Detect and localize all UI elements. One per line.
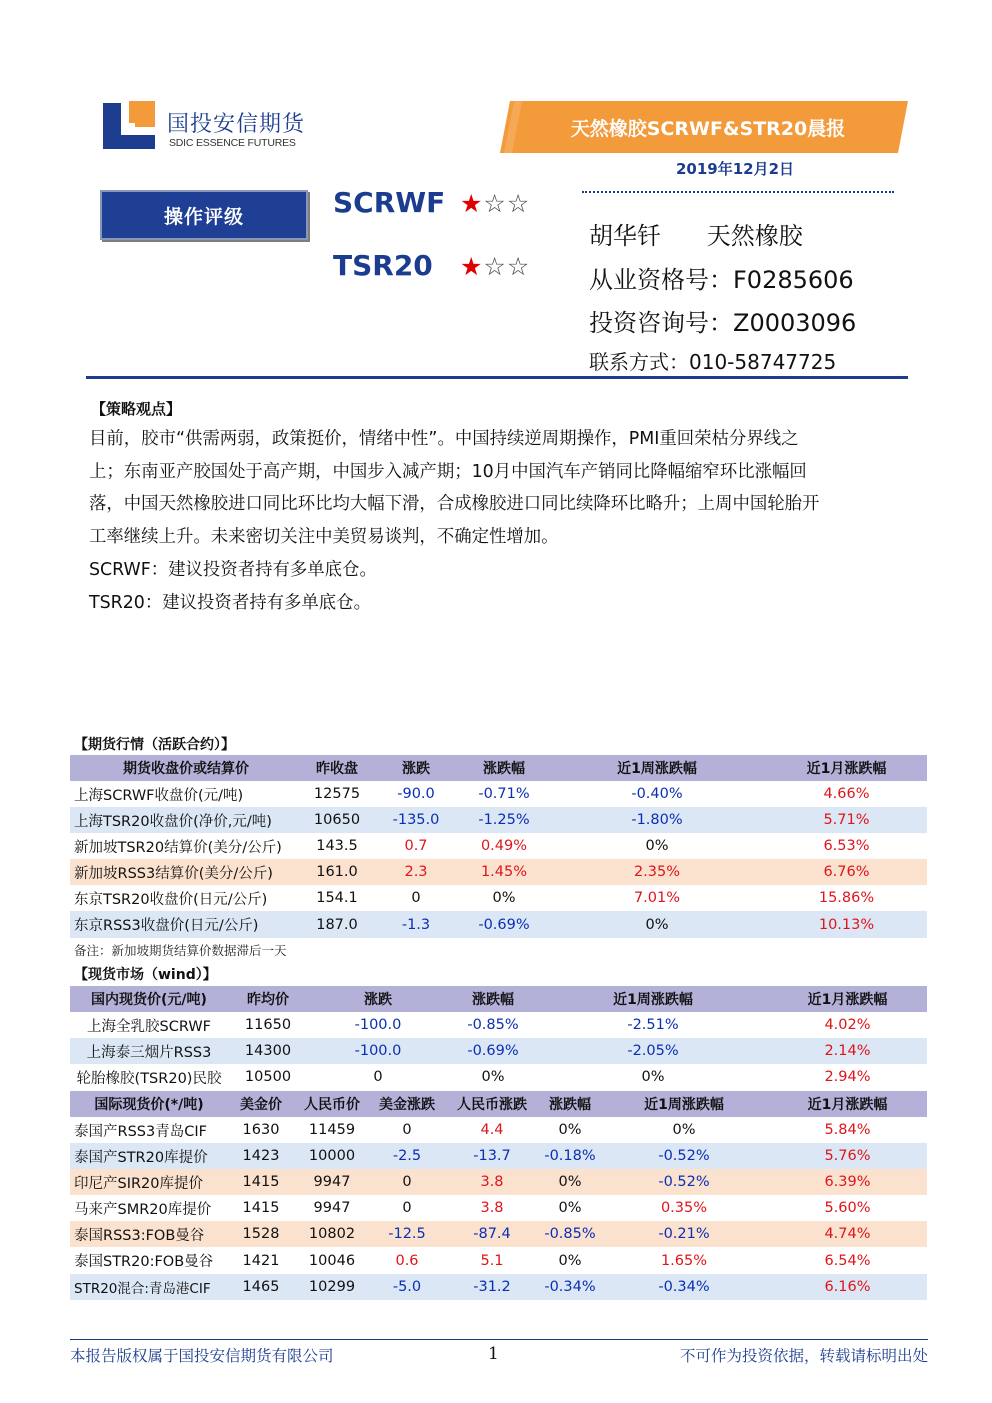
table-cell: -2.5 [370, 1143, 444, 1169]
table-cell: 新加坡RSS3结算价(美分/公斤) [70, 859, 302, 885]
table-row [70, 1221, 927, 1247]
table-cell: 5.71% [766, 807, 927, 833]
logo-en-text: SDIC ESSENCE FUTURES [169, 137, 296, 149]
table-cell: 1630 [228, 1117, 294, 1143]
table-header-cell: 昨收盘 [302, 755, 372, 781]
table-cell: 10.13% [766, 911, 927, 937]
table-row [70, 807, 927, 833]
table-cell: 12575 [302, 781, 372, 807]
table-cell: 5.84% [768, 1117, 927, 1143]
table-cell: 1.45% [460, 859, 548, 885]
futures-title: 【期货行情（活跃合约）】 [74, 737, 235, 753]
header-divider [86, 376, 908, 379]
table-header-row [70, 755, 927, 781]
intl-spot-table [70, 1091, 927, 1300]
table-header-cell: 人民币涨跌 [444, 1091, 540, 1117]
table-cell: 5.60% [768, 1195, 927, 1221]
rating-label-box: 操作评级 [100, 190, 308, 240]
table-cell: 6.53% [766, 833, 927, 859]
table-cell: -1.3 [372, 911, 460, 937]
table-cell: -0.85% [448, 1012, 538, 1038]
table-header-cell: 涨跌 [372, 755, 460, 781]
table-cell: -87.4 [444, 1221, 540, 1247]
table-cell: 2.94% [768, 1064, 927, 1090]
table-cell: -90.0 [372, 781, 460, 807]
table-cell: 泰国RSS3:FOB曼谷 [70, 1221, 228, 1247]
table-cell: 0.49% [460, 833, 548, 859]
rating-product-tsr20: TSR20 [333, 249, 433, 282]
table-header-cell: 近1月涨跌幅 [766, 755, 927, 781]
table-header-cell: 美金涨跌 [370, 1091, 444, 1117]
table-header-cell: 国际现货价(*/吨) [70, 1091, 228, 1117]
rating-product-scrwf: SCRWF [333, 186, 446, 219]
table-cell: 轮胎橡胶(TSR20)民胶 [70, 1064, 228, 1090]
table-cell: 1528 [228, 1221, 294, 1247]
table-cell: 11650 [228, 1012, 308, 1038]
table-cell: -0.21% [600, 1221, 768, 1247]
logo-mark-icon [103, 101, 158, 151]
table-cell: 10046 [294, 1247, 370, 1273]
report-title: 天然橡胶SCRWF&STR20晨报 [570, 117, 846, 140]
table-cell: -0.69% [460, 911, 548, 937]
table-cell: 0% [540, 1169, 600, 1195]
table-cell: 0% [548, 833, 766, 859]
table-cell: -0.40% [548, 781, 766, 807]
table-row [70, 885, 927, 911]
table-cell: 10650 [302, 807, 372, 833]
logo-cn-text: 国投安信期货 [167, 112, 306, 137]
table-cell: 9947 [294, 1195, 370, 1221]
table-cell: 0 [370, 1117, 444, 1143]
strategy-text [89, 423, 899, 619]
table-cell: 0% [460, 885, 548, 911]
table-cell: 6.39% [768, 1169, 927, 1195]
table-cell: -12.5 [370, 1221, 444, 1247]
table-cell: -5.0 [370, 1274, 444, 1300]
table-cell: 9947 [294, 1169, 370, 1195]
table-header-cell: 涨跌幅 [448, 986, 538, 1012]
star-filled-icon: ★ [460, 252, 484, 281]
table-cell: 0% [538, 1064, 768, 1090]
table-header-cell: 涨跌幅 [460, 755, 548, 781]
table-cell: 0% [548, 911, 766, 937]
table-cell: 0.35% [600, 1195, 768, 1221]
footer-disclaimer: 不可作为投资依据，转载请标明出处 [679, 1347, 928, 1365]
table-cell: 上海SCRWF收盘价(元/吨) [70, 781, 302, 807]
table-cell: -31.2 [444, 1274, 540, 1300]
table-cell: 马来产SMR20库提价 [70, 1195, 228, 1221]
table-cell: -2.51% [538, 1012, 768, 1038]
table-cell: 4.4 [444, 1117, 540, 1143]
table-row [70, 1117, 927, 1143]
table-header-cell: 国内现货价(元/吨) [70, 986, 228, 1012]
table-cell: -0.69% [448, 1038, 538, 1064]
domestic-spot-table [70, 986, 927, 1090]
table-cell: 新加坡TSR20结算价(美分/公斤) [70, 833, 302, 859]
table-cell: 14300 [228, 1038, 308, 1064]
table-cell: -0.85% [540, 1221, 600, 1247]
table-cell: 1415 [228, 1169, 294, 1195]
table-cell: 东京RSS3收盘价(日元/公斤) [70, 911, 302, 937]
table-cell: 1415 [228, 1195, 294, 1221]
table-cell: -0.18% [540, 1143, 600, 1169]
table-header-cell: 近1周涨跌幅 [600, 1091, 768, 1117]
table-cell: 15.86% [766, 885, 927, 911]
table-cell: 泰国产RSS3青岛CIF [70, 1117, 228, 1143]
table-cell: 7.01% [548, 885, 766, 911]
table-row [70, 1012, 927, 1038]
footer-divider [70, 1339, 928, 1340]
table-header-row [70, 1091, 927, 1117]
author-name: 胡华钎 天然橡胶 [589, 222, 803, 250]
table-header-row [70, 986, 927, 1012]
author-license: 从业资格号：F0285606 [589, 266, 854, 294]
page-number: 1 [488, 1344, 499, 1364]
table-cell: 143.5 [302, 833, 372, 859]
table-cell: 上海TSR20收盘价(净价,元/吨) [70, 807, 302, 833]
table-cell: 0% [540, 1247, 600, 1273]
table-cell: 11459 [294, 1117, 370, 1143]
table-cell: 161.0 [302, 859, 372, 885]
table-cell: -0.71% [460, 781, 548, 807]
author-contact: 联系方式：010-58747725 [589, 350, 837, 374]
table-cell: 泰国产STR20库提价 [70, 1143, 228, 1169]
table-cell: 3.8 [444, 1195, 540, 1221]
table-row [70, 1247, 927, 1273]
table-cell: 1.65% [600, 1247, 768, 1273]
table-cell: 187.0 [302, 911, 372, 937]
table-cell: 6.54% [768, 1247, 927, 1273]
table-row [70, 911, 927, 937]
table-row [70, 1169, 927, 1195]
table-cell: 3.8 [444, 1169, 540, 1195]
table-header-cell: 近1周涨跌幅 [548, 755, 766, 781]
table-cell: 154.1 [302, 885, 372, 911]
report-date: 2019年12月2日 [675, 160, 795, 178]
table-cell: 6.76% [766, 859, 927, 885]
table-cell: -1.25% [460, 807, 548, 833]
table-header-cell: 涨跌幅 [540, 1091, 600, 1117]
table-cell: 2.3 [372, 859, 460, 885]
table-row [70, 781, 927, 807]
table-row [70, 1064, 927, 1090]
dotted-divider [582, 191, 894, 193]
table-cell: 0% [540, 1117, 600, 1143]
strategy-line: 目前，胶市“供需两弱，政策挺价，情绪中性”。中国持续逆周期操作，PMI重回荣枯分界线之 [89, 429, 799, 449]
company-logo [103, 101, 333, 157]
table-header-cell: 近1月涨跌幅 [768, 1091, 927, 1117]
table-cell: 4.74% [768, 1221, 927, 1247]
table-header-cell: 近1月涨跌幅 [768, 986, 927, 1012]
table-cell: 1423 [228, 1143, 294, 1169]
table-cell: 5.76% [768, 1143, 927, 1169]
table-cell: 5.1 [444, 1247, 540, 1273]
table-cell: 0% [600, 1117, 768, 1143]
table-header-cell: 涨跌 [308, 986, 448, 1012]
strategy-title: 【策略观点】 [91, 400, 182, 418]
futures-note: 备注：新加坡期货结算价数据滞后一天 [74, 943, 287, 958]
table-cell: 1421 [228, 1247, 294, 1273]
table-row [70, 833, 927, 859]
rating-stars-tsr20 [460, 252, 530, 281]
table-cell: -135.0 [372, 807, 460, 833]
table-cell: 0 [372, 885, 460, 911]
table-cell: 10000 [294, 1143, 370, 1169]
table-cell: STR20混合:青岛港CIF [70, 1274, 228, 1300]
table-cell: -1.80% [548, 807, 766, 833]
rating-stars-scrwf [460, 189, 530, 218]
table-header-cell: 美金价 [228, 1091, 294, 1117]
table-cell: 0 [370, 1169, 444, 1195]
table-row [70, 859, 927, 885]
table-header-cell: 昨均价 [228, 986, 308, 1012]
futures-table [70, 755, 927, 938]
table-header-cell: 近1周涨跌幅 [538, 986, 768, 1012]
table-header-cell: 人民币价 [294, 1091, 370, 1117]
table-cell: 10299 [294, 1274, 370, 1300]
strategy-line: TSR20：建议投资者持有多单底仓。 [89, 592, 371, 613]
table-row [70, 1195, 927, 1221]
table-cell: 0.6 [370, 1247, 444, 1273]
table-cell: 0 [370, 1195, 444, 1221]
spot-title: 【现货市场（wind）】 [74, 967, 217, 983]
table-cell: 2.35% [548, 859, 766, 885]
table-cell: 0 [308, 1064, 448, 1090]
table-cell: -0.52% [600, 1143, 768, 1169]
table-cell: -100.0 [308, 1012, 448, 1038]
author-consult: 投资咨询号：Z0003096 [589, 309, 857, 337]
table-cell: -2.05% [538, 1038, 768, 1064]
table-row [70, 1143, 927, 1169]
star-empty-icon: ☆☆ [483, 189, 531, 218]
strategy-line: SCRWF：建议投资者持有多单底仓。 [89, 559, 377, 580]
table-cell: 1465 [228, 1274, 294, 1300]
table-cell: 6.16% [768, 1274, 927, 1300]
table-cell: 2.14% [768, 1038, 927, 1064]
table-cell: 印尼产SIR20库提价 [70, 1169, 228, 1195]
strategy-line: 工率继续上升。未来密切关注中美贸易谈判，不确定性增加。 [89, 527, 559, 548]
table-cell: 10500 [228, 1064, 308, 1090]
strategy-line: 上；东南亚产胶国处于高产期，中国步入减产期；10月中国汽车产销同比降幅缩窄环比涨幅回 [89, 461, 807, 482]
table-cell: 0.7 [372, 833, 460, 859]
table-cell: -0.34% [600, 1274, 768, 1300]
table-row [70, 1038, 927, 1064]
table-cell: 泰国STR20:FOB曼谷 [70, 1247, 228, 1273]
table-cell: 4.02% [768, 1012, 927, 1038]
table-row [70, 1274, 927, 1300]
table-cell: -0.34% [540, 1274, 600, 1300]
star-empty-icon: ☆☆ [483, 252, 531, 281]
report-banner [500, 101, 908, 153]
table-cell: 东京TSR20收盘价(日元/公斤) [70, 885, 302, 911]
table-cell: 10802 [294, 1221, 370, 1247]
star-filled-icon: ★ [460, 189, 484, 218]
table-cell: 0% [448, 1064, 538, 1090]
footer-copyright: 本报告版权属于国投安信期货有限公司 [70, 1347, 334, 1365]
table-header-cell: 期货收盘价或结算价 [70, 755, 302, 781]
strategy-line: 落，中国天然橡胶进口同比环比均大幅下滑，合成橡胶进口同比续降环比略升；上周中国轮胎开 [89, 494, 820, 515]
table-cell: -0.52% [600, 1169, 768, 1195]
table-cell: 上海泰三烟片RSS3 [70, 1038, 228, 1064]
table-cell: -100.0 [308, 1038, 448, 1064]
table-cell: -13.7 [444, 1143, 540, 1169]
table-cell: 上海全乳胶SCRWF [70, 1012, 228, 1038]
table-cell: 4.66% [766, 781, 927, 807]
table-cell: 0% [540, 1195, 600, 1221]
